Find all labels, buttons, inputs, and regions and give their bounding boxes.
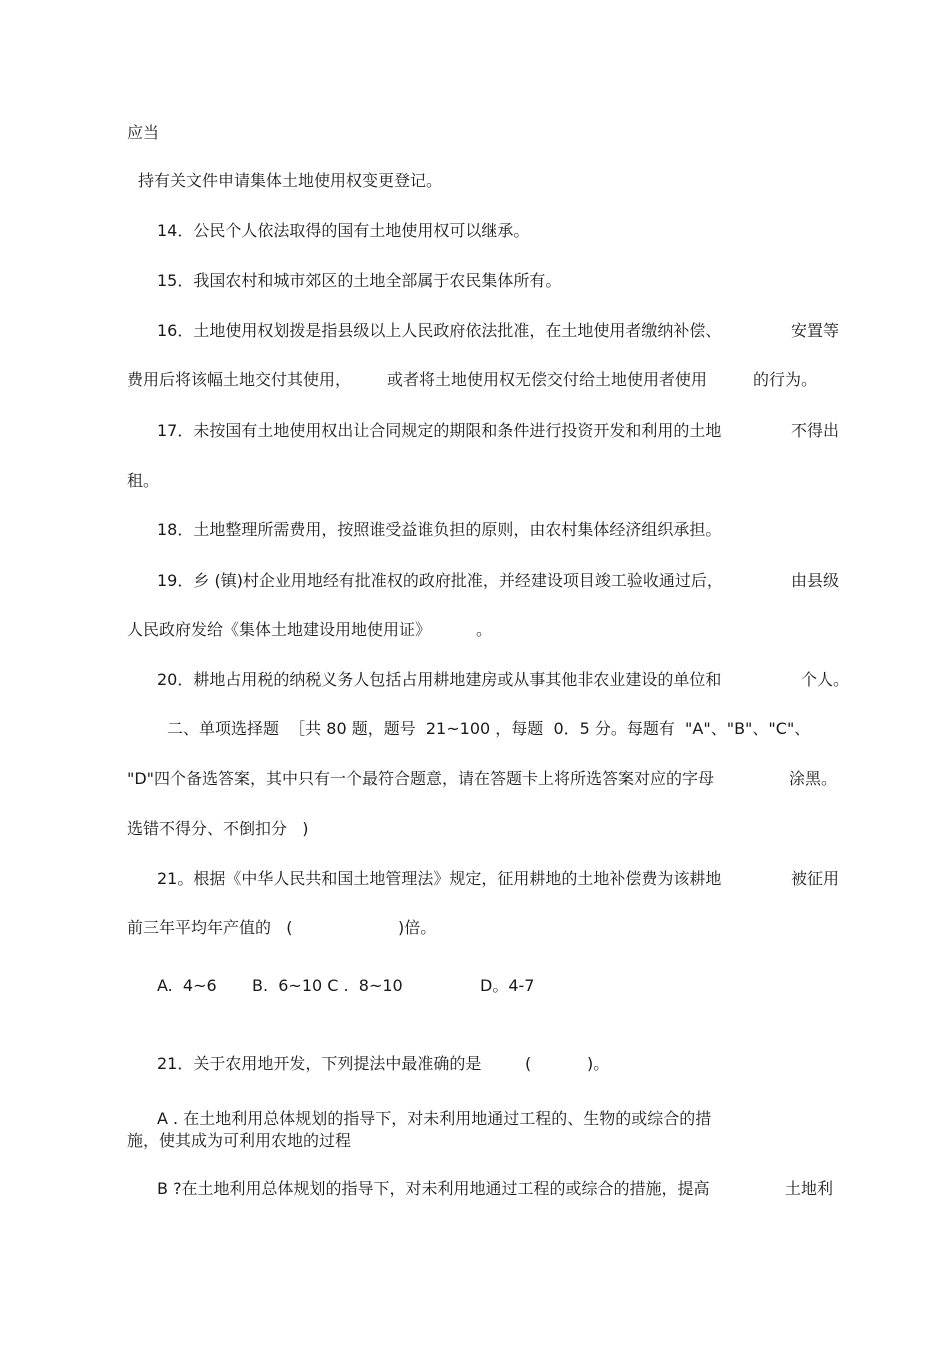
option-b-c: B. 6~10 C . 8~10 <box>252 976 403 995</box>
option-d: D。4-7 <box>480 976 535 995</box>
text-line <box>0 123 950 163</box>
text-fragment: 17．未按国有土地使用权出让合同规定的期限和条件进行投资开发和利用的土地 <box>157 421 722 440</box>
text-fragment: 14．公民个人依法取得的国有土地使用权可以继承。 <box>157 221 530 240</box>
question-17-cont <box>0 471 950 511</box>
text-fragment: 21．关于农用地开发，下列提法中最准确的是 <box>157 1054 482 1073</box>
text-fragment: 15．我国农村和城市郊区的土地全部属于农民集体所有。 <box>157 271 562 290</box>
text-fragment: 租。 <box>127 471 160 490</box>
text-fragment: B ?在土地利用总体规划的指导下，对未利用地通过工程的或综合的措施，提高 <box>157 1179 710 1198</box>
text-fragment: 18．土地整理所需费用，按照谁受益谁负担的原则，由农村集体经济组织承担。 <box>157 520 722 539</box>
text-fragment: 选错不得分、不倒扣分 ) <box>127 819 309 838</box>
text-fragment: 施，使其成为可利用农地的过程 <box>127 1131 352 1150</box>
text-fragment: 安置等 <box>791 321 840 340</box>
text-fragment: 前三年平均年产值的 ( <box>127 918 293 937</box>
option-a-line-cont <box>0 1131 950 1171</box>
option-a: A. 4~6 <box>157 976 217 995</box>
text-fragment: )倍。 <box>398 918 437 937</box>
text-fragment: 个人。 <box>801 670 850 689</box>
question-18 <box>0 520 950 560</box>
text-fragment: 不得出 <box>791 421 840 440</box>
text-fragment: 20．耕地占用税的纳税义务人包括占用耕地建房或从事其他非农业建设的单位和 <box>157 670 722 689</box>
text-fragment: )。 <box>587 1054 610 1073</box>
text-fragment: 费用后将该幅土地交付其使用， <box>127 370 352 389</box>
text-fragment: "D"四个备选答案，其中只有一个最符合题意，请在答题卡上将所选答案对应的字母 <box>127 769 715 788</box>
text-fragment: 被征用 <box>791 869 840 888</box>
text-line <box>0 171 950 211</box>
text-fragment: A . 在土地利用总体规划的指导下，对未利用地通过工程的、生物的或综合的措 <box>157 1109 712 1128</box>
text-fragment: 土地利 <box>785 1179 834 1198</box>
text-fragment: 。 <box>476 620 493 639</box>
text-fragment: 涂黑。 <box>789 769 838 788</box>
text-fragment: 由县级 <box>791 571 840 590</box>
text-fragment: 二、单项选择题 ［共 80 题，题号 21~100 ，每题 0．5 分。每题有 "A"、"B"、"C"、 <box>167 719 811 738</box>
text-fragment: 16．土地使用权划拨是指县级以上人民政府依法批准，在土地使用者缴纳补偿、 <box>157 321 722 340</box>
text-fragment: 人民政府发给《集体土地建设用地使用证》 <box>127 620 432 639</box>
text-fragment: 的行为。 <box>753 370 818 389</box>
question-15 <box>0 271 950 311</box>
text-fragment: 或者将土地使用权无偿交付给土地使用者使用 <box>387 370 708 389</box>
text-fragment: 19．乡 (镇)村企业用地经有批准权的政府批准，并经建设项目竣工验收通过后， <box>157 571 723 590</box>
question-21-cont <box>0 918 950 978</box>
section-instructions-cont <box>0 819 950 859</box>
text-fragment: 应当 <box>127 123 160 142</box>
question-21-options <box>0 976 950 1056</box>
section-heading <box>0 719 950 759</box>
question-14 <box>0 221 950 261</box>
option-b-line <box>0 1179 950 1239</box>
text-fragment: 持有关文件申请集体土地使用权变更登记。 <box>138 171 443 190</box>
text-fragment: ( <box>525 1054 532 1073</box>
text-fragment: 21。根据《中华人民共和国土地管理法》规定，征用耕地的土地补偿费为该耕地 <box>157 869 722 888</box>
